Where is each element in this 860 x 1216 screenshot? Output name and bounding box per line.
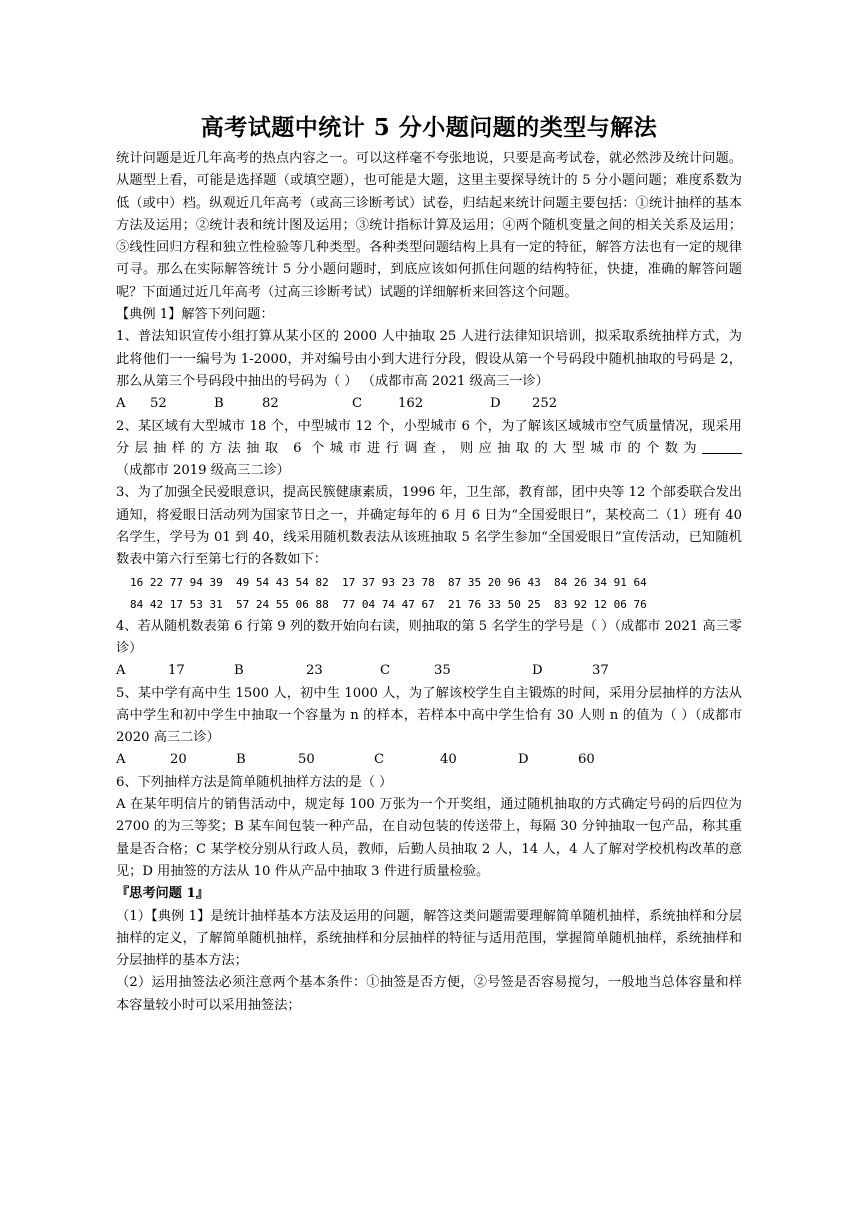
random-number-group: 49 54 43 54 82 xyxy=(236,575,329,589)
document-title: 高考试题中统计 5 分小题问题的类型与解法 xyxy=(200,114,658,141)
random-number-row-7 xyxy=(116,594,742,616)
document-page xyxy=(116,108,742,1017)
question-6-choices: A 在某年明信片的销售活动中，规定每 100 万张为一个开奖组，通过随机抽取的方式确定号码的后四位为 2700 的为三等奖；B 某车间包装一种产品，在自动包装的传送带上，每隔 30 分钟抽取一包产品，称其重量是否合格；C 某学校分别从行政人员，教师，后勤人员抽取 2 人，14 人，4 人了解对学校机构改革的意见；D 用抽签的方法从 10 件从产品中抽取 3 件进行质量检验。 xyxy=(116,797,742,879)
option-label: A xyxy=(116,752,126,768)
option-label: D xyxy=(518,752,529,768)
intro-paragraph: 统计问题是近几年高考的热点内容之一。可以这样毫不夸张地说，只要是高考试卷，就必然涉及统计问题。从题型上看，可能是选择题（或填空题），也可能是大题，这里主要探导统计的 5 分小题问题；难度系数为低（或中）档。纵观近几年高考（或高三诊断考试）试卷，归结起来统计问题主要包括：①统计抽样的基本方法及运用；②统计表和统计图及运用；③统计指标计算及运用；④两个随机变量之间的相关关系及运用；⑤线性回归方程和独立性检验等几种类型。各种类型问题结构上具有一定的特征，解答方法也有一定的规律可寻。那么在实际解答统计 5 分小题问题时，到底应该如何抓住问题的结构特征，快捷，准确的解答问题呢？下面通过近几年高考（过高三诊断考试）试题的详细解析来回答这个问题。 xyxy=(116,151,742,300)
option-label: A xyxy=(116,663,126,679)
option-label: C xyxy=(374,752,385,768)
question-2-text: 2、某区域有大型城市 18 个，中型城市 12 个，小型城市 6 个，为了解该区域城市空气质量情况，现采用分层抽样的方法抽取 6 个城市进行调查，则应抽取的大型城市的个数为 xyxy=(116,418,742,456)
random-number-group: 17 37 93 23 78 xyxy=(342,575,435,589)
think-point-2: （2）运用抽签法必须注意两个基本条件：①抽签是否方便，②号签是否容易搅匀，一般地当总体容量和样本容量较小时可以采用抽签法； xyxy=(116,975,742,1013)
random-number-group: 21 76 33 50 25 xyxy=(448,597,541,611)
random-number-row-6 xyxy=(116,572,742,594)
option-label: C xyxy=(352,396,363,412)
option-label: B xyxy=(236,752,246,768)
question-4: 4、若从随机数表第 6 行第 9 列的数开始向右读，则抽取的第 5 名学生的学号是（ ）（成都市 2021 高三零诊） xyxy=(116,618,742,656)
answer-blank xyxy=(702,439,742,454)
option-label: B xyxy=(214,396,224,412)
option-value: 52 xyxy=(150,396,167,412)
option-value: 40 xyxy=(440,752,457,768)
option-label: D xyxy=(490,396,501,412)
random-number-group: 57 24 55 06 88 xyxy=(236,597,329,611)
option-value: 82 xyxy=(262,396,279,412)
think-point-1: （1）【典例 1】是统计抽样基本方法及运用的问题，解答这类问题需要理解简单随机抽样，系统抽样和分层抽样的定义，了解简单随机抽样，系统抽样和分层抽样的特征与适用范围，掌握简单随机抽样，系统抽样和分层抽样的基本方法； xyxy=(116,908,742,969)
option-label: D xyxy=(532,663,543,679)
random-number-group: 84 26 34 91 64 xyxy=(554,575,647,589)
question-2-source: （成都市 2019 级高三二诊） xyxy=(116,463,290,479)
random-number-group: 87 35 20 96 43 xyxy=(448,575,541,589)
random-number-group: 77 04 74 47 67 xyxy=(342,597,435,611)
option-value: 23 xyxy=(306,663,323,679)
option-value: 50 xyxy=(298,752,315,768)
option-value: 17 xyxy=(168,663,185,679)
think-heading: 『思考问题 1』 xyxy=(116,886,209,902)
option-label: C xyxy=(380,663,391,679)
option-value: 37 xyxy=(592,663,609,679)
option-value: 35 xyxy=(434,663,451,679)
option-value: 20 xyxy=(170,752,187,768)
question-5: 5、某中学有高中生 1500 人，初中生 1000 人，为了解该校学生自主锻炼的时间，采用分层抽样的方法从高中学生和初中学生中抽取一个容量为 n 的样本，若样本中高中学生恰有 30 人则 n 的值为（ ）（成都市 2020 高三二诊） xyxy=(116,685,742,746)
random-number-group: 16 22 77 94 39 xyxy=(130,575,223,589)
question-1: 1、普法知识宣传小组打算从某小区的 2000 人中抽取 25 人进行法律知识培训，拟采取系统抽样方式，为此将他们一一编号为 1-2000，并对编号由小到大进行分段，假设从第一个号码段中随机抽取的号码是 2，那么从第三个号码段中抽出的号码为（ ） （成都市高 2021 级高三一诊） xyxy=(116,329,742,389)
option-label: A xyxy=(116,396,126,412)
option-value: 60 xyxy=(578,752,595,768)
random-number-group: 84 42 17 53 31 xyxy=(130,597,223,611)
question-2 xyxy=(116,416,742,483)
option-value: 252 xyxy=(532,396,558,412)
question-5-options xyxy=(116,749,742,771)
question-6: 6、下列抽样方法是简单随机抽样方法的是（ ） xyxy=(116,774,393,790)
example-heading: 【典例 1】解答下列问题： xyxy=(116,307,274,323)
option-value: 162 xyxy=(398,396,424,412)
random-number-group: 83 92 12 06 76 xyxy=(554,597,647,611)
question-4-options xyxy=(116,660,742,682)
question-3: 3、为了加强全民爱眼意识，提高民簇健康素质，1996 年，卫生部，教育部，团中央等 12 个部委联合发出通知，将爱眼日活动列为国家节日之一，并确定每年的 6 月 6 日为“全国爱眼日”，某校高二（1）班有 40 名学生，学号为 01 到 40，线采用随机数表法从该班抽取 5 名学生参加“全国爱眼日”宣传活动，已知随机数表中第六行至第七行的各数如下： xyxy=(116,485,742,568)
question-1-options xyxy=(116,393,742,415)
option-label: B xyxy=(234,663,244,679)
